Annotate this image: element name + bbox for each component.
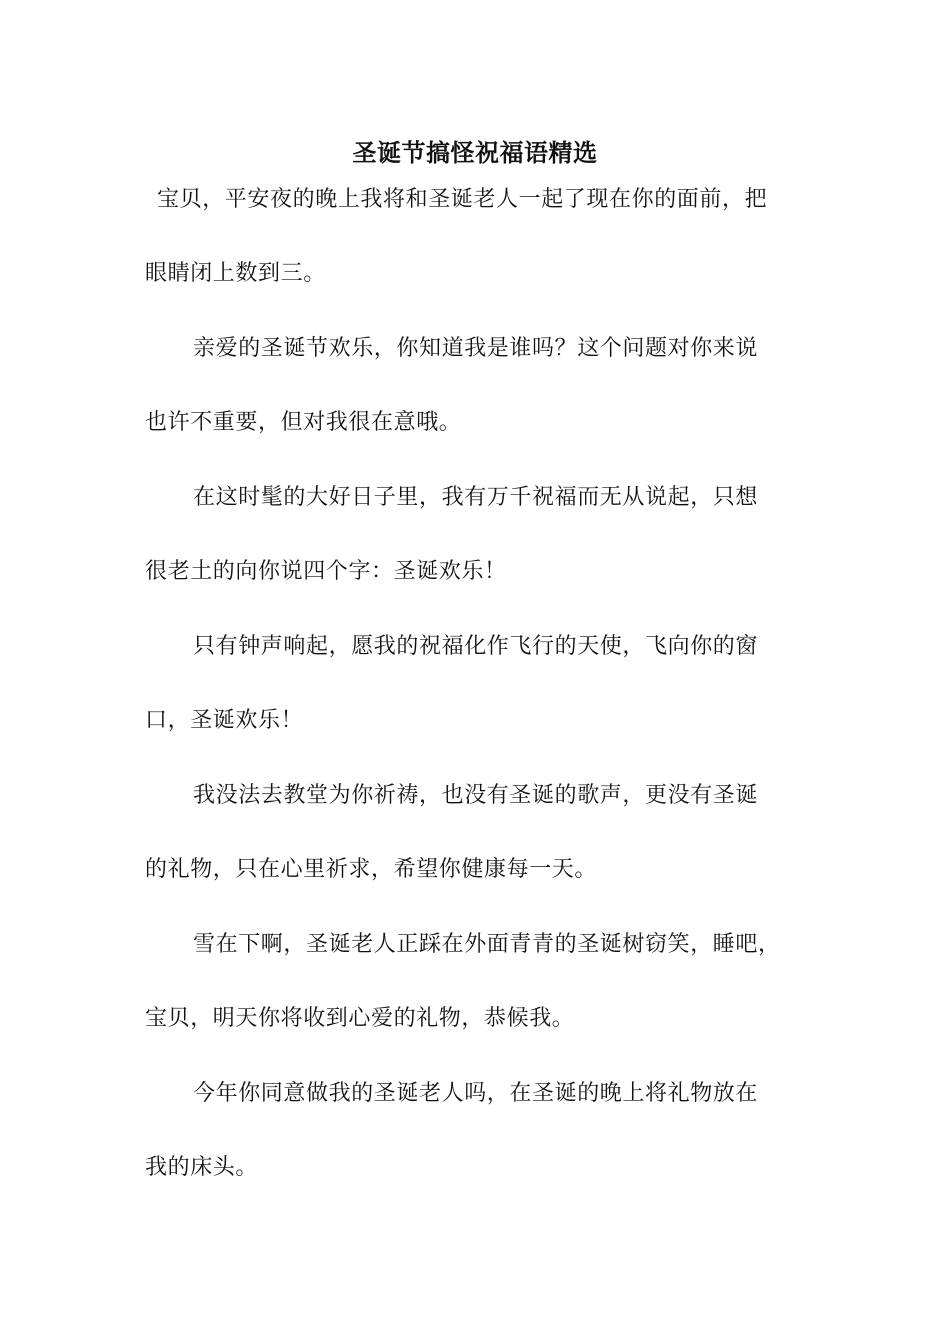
paragraph-1-line-2: 眼睛闭上数到三。 — [145, 261, 326, 286]
paragraph-4-line-2: 口，圣诞欢乐！ — [145, 708, 304, 733]
paragraph-1-line-1: 宝贝，平安夜的晚上我将和圣诞老人一起了现在你的面前，把 — [157, 187, 768, 212]
paragraph-7-line-2: 我的床头。 — [145, 1155, 259, 1180]
paragraph-7-line-1: 今年你同意做我的圣诞老人吗，在圣诞的晚上将礼物放在 — [193, 1081, 759, 1106]
paragraph-3-line-1: 在这时髦的大好日子里，我有万千祝福而无从说起，只想 — [193, 485, 759, 510]
paragraph-3-line-2: 很老土的向你说四个字：圣诞欢乐！ — [145, 559, 507, 584]
paragraph-6-line-1: 雪在下啊，圣诞老人正踩在外面青青的圣诞树窃笑，睡吧， — [193, 932, 781, 957]
document-title: 圣诞节搞怪祝福语精选 — [352, 138, 598, 167]
paragraph-4-line-1: 只有钟声响起，愿我的祝福化作飞行的天使，飞向你的窗 — [193, 634, 759, 659]
paragraph-2-line-1: 亲爱的圣诞节欢乐，你知道我是谁吗？这个问题对你来说 — [193, 336, 759, 361]
paragraph-6-line-2: 宝贝，明天你将收到心爱的礼物，恭候我。 — [145, 1006, 575, 1031]
paragraph-5-line-1: 我没法去教堂为你祈祷，也没有圣诞的歌声，更没有圣诞 — [193, 783, 759, 808]
paragraph-5-line-2: 的礼物，只在心里祈求，希望你健康每一天。 — [145, 857, 598, 882]
paragraph-2-line-2: 也许不重要，但对我很在意哦。 — [145, 410, 462, 435]
